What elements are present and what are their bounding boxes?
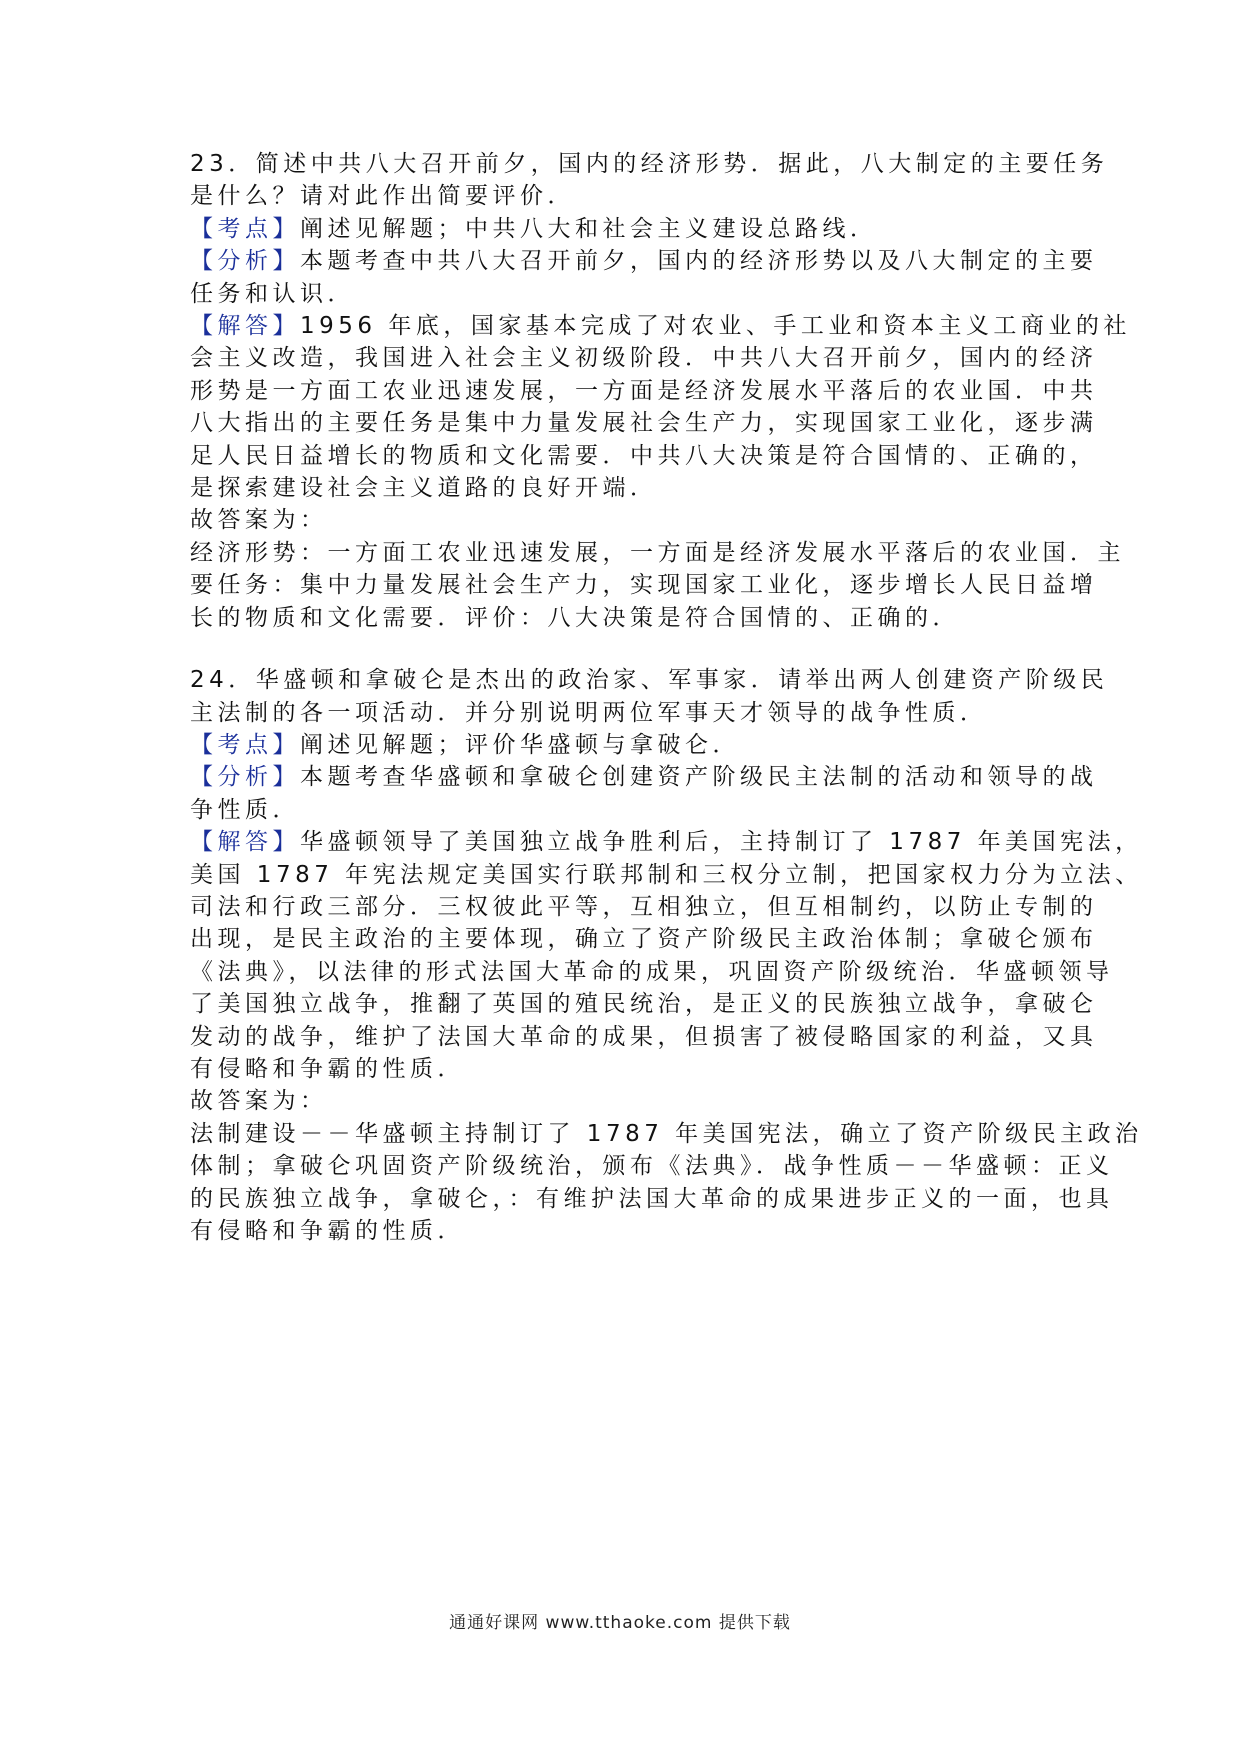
fenxi-tag: 【分析】: [190, 764, 300, 791]
jieda-tag: 【解答】: [190, 829, 300, 856]
kaodian-tag: 【考点】: [190, 215, 300, 242]
question-stem-line: 24．华盛顿和拿破仑是杰出的政治家、军事家．请举出两人创建资产阶级民: [190, 667, 1109, 694]
jieda-text-line: 了美国独立战争，推翻了英国的殖民统治，是正义的民族独立战争，拿破仑: [190, 991, 1098, 1018]
page-footer: 通通好课网 www.tthaoke.com 提供下载: [449, 1613, 791, 1633]
answer-line: 法制建设－－华盛顿主持制订了 1787 年美国宪法，确立了资产阶级民主政治: [190, 1120, 1143, 1147]
answer-line: 经济形势：一方面工农业迅速发展，一方面是经济发展水平落后的农业国．主: [190, 539, 1125, 566]
fenxi-section: [190, 245, 1098, 277]
answer-intro: 故答案为：: [190, 1088, 328, 1115]
kaodian-text: 阐述见解题；评价华盛顿与拿破仑．: [300, 731, 740, 758]
question-stem-line: 23．简述中共八大召开前夕，国内的经济形势．据此，八大制定的主要任务: [190, 151, 1109, 177]
fenxi-section: [190, 761, 1098, 793]
jieda-text: 华盛顿领导了美国独立战争胜利后，主持制订了 1787 年美国宪法，: [300, 829, 1143, 856]
kaodian-tag: 【考点】: [190, 731, 300, 758]
jieda-text-line: 美国 1787 年宪法规定美国实行联邦制和三权分立制，把国家权力分为立法、: [190, 861, 1143, 888]
jieda-text-line: 足人民日益增长的物质和文化需要．中共八大决策是符合国情的、正确的，: [190, 442, 1098, 469]
fenxi-text: 本题考查中共八大召开前夕，国内的经济形势以及八大制定的主要: [300, 248, 1098, 275]
answer-line: 的民族独立战争，拿破仑，：有维护法国大革命的成果进步正义的一面，也具: [190, 1185, 1114, 1212]
fenxi-text: 本题考查华盛顿和拿破仑创建资产阶级民主法制的活动和领导的战: [300, 764, 1098, 791]
jieda-text-line: 发动的战争，维护了法国大革命的成果，但损害了被侵略国家的利益，又具: [190, 1023, 1098, 1050]
fenxi-text-line: 争性质．: [190, 796, 300, 823]
jieda-section: [190, 826, 1143, 858]
kaodian-text: 阐述见解题；中共八大和社会主义建设总路线．: [300, 215, 878, 242]
jieda-text-line: 是探索建设社会主义道路的良好开端．: [190, 475, 658, 502]
document-body: [190, 148, 1143, 1277]
answer-line: 有侵略和争霸的性质．: [190, 1218, 465, 1244]
question-23: [190, 148, 1131, 634]
jieda-section: [190, 310, 1131, 342]
kaodian-section: [190, 729, 1058, 761]
jieda-text-line: 《法典》，以法律的形式法国大革命的成果，巩固资产阶级统治．华盛顿领导: [190, 958, 1114, 985]
question-stem-line: 主法制的各一项活动．并分别说明两位军事天才领导的战争性质．: [190, 699, 988, 726]
jieda-text: 1956 年底，国家基本完成了对农业、手工业和资本主义工商业的社: [300, 313, 1131, 340]
answer-intro: 故答案为：: [190, 507, 328, 534]
kaodian-section: [190, 213, 1058, 245]
fenxi-tag: 【分析】: [190, 248, 300, 275]
jieda-text-line: 形势是一方面工农业迅速发展，一方面是经济发展水平落后的农业国．中共: [190, 377, 1098, 404]
fenxi-text-line: 任务和认识．: [190, 280, 355, 307]
jieda-text-line: 出现，是民主政治的主要体现，确立了资产阶级民主政治体制；拿破仑颁布: [190, 926, 1098, 953]
jieda-text-line: 司法和行政三部分．三权彼此平等，互相独立，但互相制约，以防止专制的: [190, 893, 1098, 920]
question-stem-line: 是什么？请对此作出简要评价．: [190, 183, 575, 210]
jieda-text-line: 八大指出的主要任务是集中力量发展社会生产力，实现国家工业化，逐步满: [190, 410, 1098, 437]
question-24: [190, 664, 1143, 1247]
jieda-text-line: 会主义改造，我国进入社会主义初级阶段．中共八大召开前夕，国内的经济: [190, 345, 1098, 372]
answer-line: 要任务：集中力量发展社会生产力，实现国家工业化，逐步增长人民日益增: [190, 572, 1098, 599]
jieda-tag: 【解答】: [190, 313, 300, 340]
answer-line: 长的物质和文化需要．评价：八大决策是符合国情的、正确的．: [190, 604, 960, 631]
jieda-text-line: 有侵略和争霸的性质．: [190, 1055, 465, 1082]
answer-line: 体制；拿破仑巩固资产阶级统治，颁布《法典》．战争性质－－华盛顿：正义: [190, 1153, 1114, 1180]
